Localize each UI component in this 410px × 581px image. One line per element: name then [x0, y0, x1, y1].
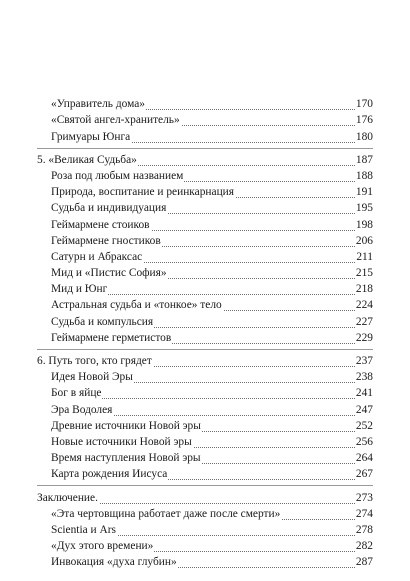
- toc-entry: [37, 249, 373, 265]
- toc-section: [37, 489, 373, 570]
- toc-entry: [37, 401, 373, 417]
- toc-entry-title: «Управитель дома»: [51, 98, 145, 111]
- toc-entry: [37, 96, 373, 112]
- toc-entry-title: Идея Новой Эры: [51, 371, 133, 384]
- toc-entry-title: Мид и «Пистис София»: [51, 267, 167, 280]
- toc-entry: [37, 506, 373, 522]
- section-divider: [37, 349, 373, 350]
- toc-entry-page: 198: [355, 218, 373, 231]
- toc-entry: [37, 554, 373, 570]
- toc-entry-page: 195: [355, 202, 373, 215]
- toc-entry-page: 256: [355, 435, 373, 448]
- toc-entry-page: 191: [355, 186, 373, 199]
- toc-entry: [37, 200, 373, 216]
- toc-entry-title: Новые источники Новой эры: [51, 435, 192, 448]
- toc-chapter-title: Заключение.: [37, 491, 98, 504]
- toc-entry: [37, 112, 373, 128]
- toc-entry-page: 267: [355, 468, 373, 481]
- toc-entry-title: Сатурн и Абраксас: [51, 250, 143, 263]
- toc-entry: [37, 538, 373, 554]
- toc-entry-title: Природа, воспитание и реинкарнация: [51, 186, 235, 199]
- toc-entry-page: 218: [355, 283, 373, 296]
- toc-entry-page: 215: [355, 267, 373, 280]
- toc-entry-title: Геймармене стоиков: [51, 218, 150, 231]
- toc-entry-page: 188: [355, 169, 373, 182]
- toc-entry-page: 282: [355, 540, 373, 553]
- toc-entry-page: 229: [355, 331, 373, 344]
- toc-entry-title: «Эта чертовщина работает даже после смерти»: [51, 507, 281, 520]
- section-divider: [37, 485, 373, 486]
- toc-entry-page: 247: [355, 403, 373, 416]
- toc-entry-page: 241: [355, 387, 373, 400]
- toc-entry-title: «Дух этого времени»: [51, 540, 154, 553]
- toc-entry-title: Астральная судьба и «тонкое» тело: [51, 299, 222, 312]
- toc-entry-page: 206: [355, 234, 373, 247]
- toc-entry: [37, 281, 373, 297]
- toc-entry-page: 176: [355, 114, 373, 127]
- toc-entry-title: Гримуары Юнга: [51, 130, 131, 143]
- toc-entry-page: 278: [355, 523, 373, 536]
- toc-entry: [37, 216, 373, 232]
- toc-entry: [37, 265, 373, 281]
- toc-entry-title: Время наступления Новой эры: [51, 452, 201, 465]
- toc-entry-page: 274: [355, 507, 373, 520]
- toc-chapter-page: 273: [355, 491, 373, 504]
- toc-entry: [37, 385, 373, 401]
- toc-chapter: [37, 353, 373, 369]
- toc-entry-title: Бог в яйце: [51, 387, 102, 400]
- toc-entry-title: Судьба и индивидуация: [51, 202, 167, 215]
- toc-entry: [37, 184, 373, 200]
- toc-entry: [37, 233, 373, 249]
- toc-entry-page: 252: [355, 419, 373, 432]
- toc-chapter-title: 6. Путь того, кто грядет: [37, 355, 152, 367]
- toc-entry-title: Инвокация «духа глубин»: [51, 556, 177, 569]
- toc-chapter-page: 187: [355, 153, 373, 166]
- toc-entry-title: Эра Водолея: [51, 403, 113, 416]
- section-divider: [37, 148, 373, 149]
- table-of-contents: [37, 96, 373, 570]
- toc-entry: [37, 313, 373, 329]
- toc-entry-page: 211: [356, 250, 373, 263]
- toc-entry-page: 170: [355, 98, 373, 111]
- toc-entry: [37, 297, 373, 313]
- toc-entry-title: Scientia и Ars: [51, 523, 116, 536]
- toc-chapter-page: 237: [355, 355, 373, 367]
- toc-entry-title: Роза под любым названием: [51, 169, 184, 182]
- toc-chapter-title: 5. «Великая Судьба»: [37, 153, 137, 166]
- toc-section: [37, 353, 373, 483]
- toc-entry-title: Мид и Юнг: [51, 283, 108, 296]
- toc-entry-title: Карта рождения Иисуса: [51, 468, 168, 481]
- toc-entry-page: 238: [355, 371, 373, 384]
- toc-chapter: [37, 489, 373, 505]
- toc-section: [37, 152, 373, 346]
- toc-entry: [37, 369, 373, 385]
- toc-entry-page: 180: [355, 130, 373, 143]
- toc-chapter: [37, 152, 373, 168]
- toc-section: [37, 96, 373, 145]
- toc-entry-page: 227: [355, 315, 373, 328]
- toc-entry-page: 287: [355, 556, 373, 569]
- toc-entry: [37, 330, 373, 346]
- toc-entry-title: «Святой ангел-хранитель»: [51, 114, 180, 127]
- toc-entry: [37, 466, 373, 482]
- toc-entry: [37, 168, 373, 184]
- toc-entry-title: Древние источники Новой эры: [51, 419, 201, 432]
- toc-entry-page: 264: [355, 452, 373, 465]
- toc-entry: [37, 418, 373, 434]
- toc-entry-title: Судьба и компульсия: [51, 315, 154, 328]
- toc-entry: [37, 450, 373, 466]
- toc-entry-page: 224: [355, 299, 373, 312]
- toc-entry-title: Геймармене герметистов: [51, 331, 172, 344]
- toc-entry: [37, 522, 373, 538]
- toc-entry: [37, 434, 373, 450]
- toc-entry-title: Геймармене гностиков: [51, 234, 161, 247]
- toc-entry: [37, 128, 373, 144]
